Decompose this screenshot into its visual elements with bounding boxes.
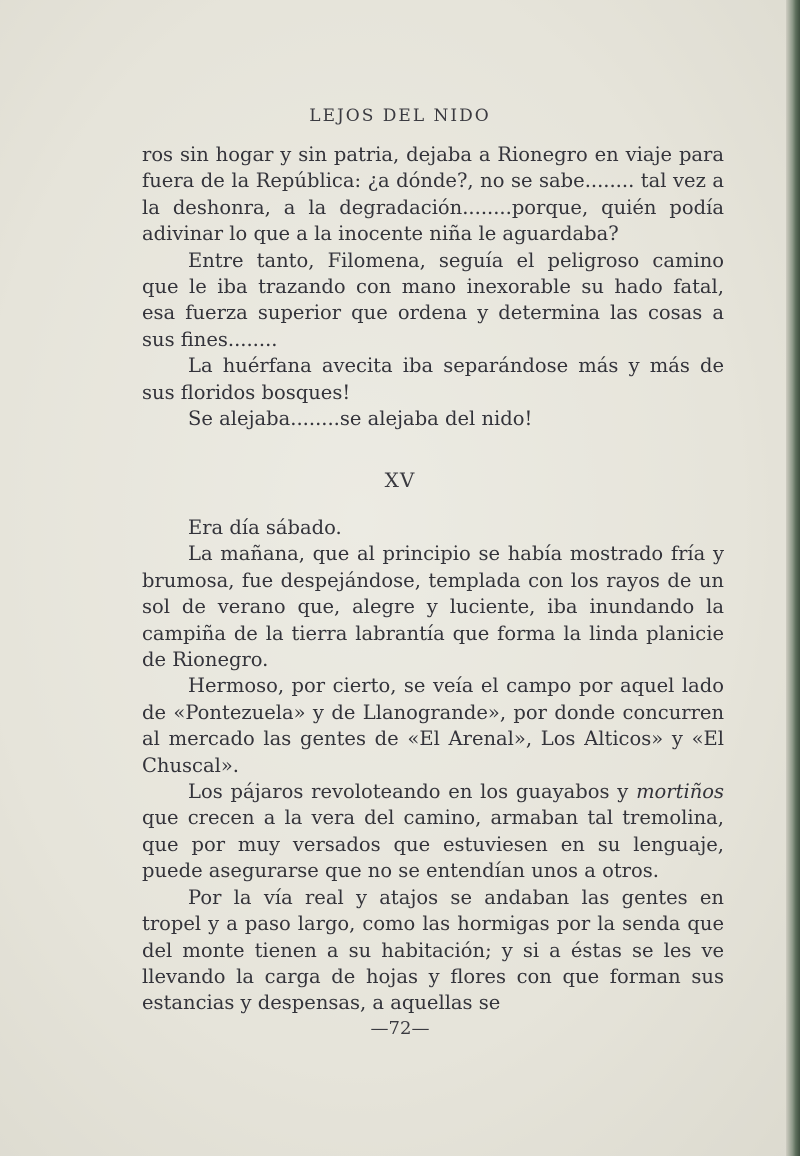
text-block-chapter [142, 515, 724, 1017]
paragraph-with-italic [142, 779, 724, 885]
text-span: Los pájaros revoloteando en los guayabos y [188, 780, 637, 804]
paragraph: Entre tanto, Filomena, seguía el peligroso camino que le iba trazando con mano inexorable su hado fatal, esa fuerza superior que ordena y determina las cosas a sus fines........ [142, 248, 724, 351]
paragraph: Era día sábado. [188, 516, 342, 539]
paragraph: La huérfana avecita iba separándose más y más de sus floridos bosques! [142, 354, 724, 404]
italic-word: mortiños [636, 780, 724, 804]
paragraph: Por la vía real y atajos se andaban las gentes en tropel y a paso largo, como las hormigas por la senda que del monte tienen a su habitación; y si a éstas se les ve llevando la carga de hojas y flores con que forman sus estancias y despensas, a aquellas se [142, 885, 724, 1015]
paragraph: Se alejaba........se alejaba del nido! [188, 407, 533, 431]
page-edge-shadow [786, 0, 800, 1156]
text-block-top [142, 142, 724, 432]
paragraph: Hermoso, por cierto, se veía el campo por aquel lado de «Pontezuela» y de Llanogrande», por donde concurren al mercado las gentes de «El Arenal», Los Alticos» y «El Chuscal». [142, 674, 724, 777]
text-span: que crecen a la vera del camino, armaban tal tremolina, que por muy versados que estuviesen en su lenguaje, puede asegurarse que no se entendían unos a otros. [142, 806, 724, 883]
running-head: LEJOS DEL NIDO [309, 106, 491, 126]
page-number: —72— [370, 1018, 430, 1039]
chapter-numeral: XV [384, 468, 416, 492]
paragraph-continuation: ros sin hogar y sin patria, dejaba a Rionegro en viaje para fuera de la República: ¿a dónde?, no se sabe........ tal vez a la deshonra, a la degradación........porque, quién podía adivinar lo que a la inocente niña le aguardaba? [142, 143, 724, 246]
paragraph: La mañana, que al principio se había mostrado fría y brumosa, fue despejándose, templada con los rayos de un sol de verano que, alegre y luciente, iba inundando la campiña de la tierra labrantía que forma la linda planicie de Rionegro. [142, 542, 724, 672]
